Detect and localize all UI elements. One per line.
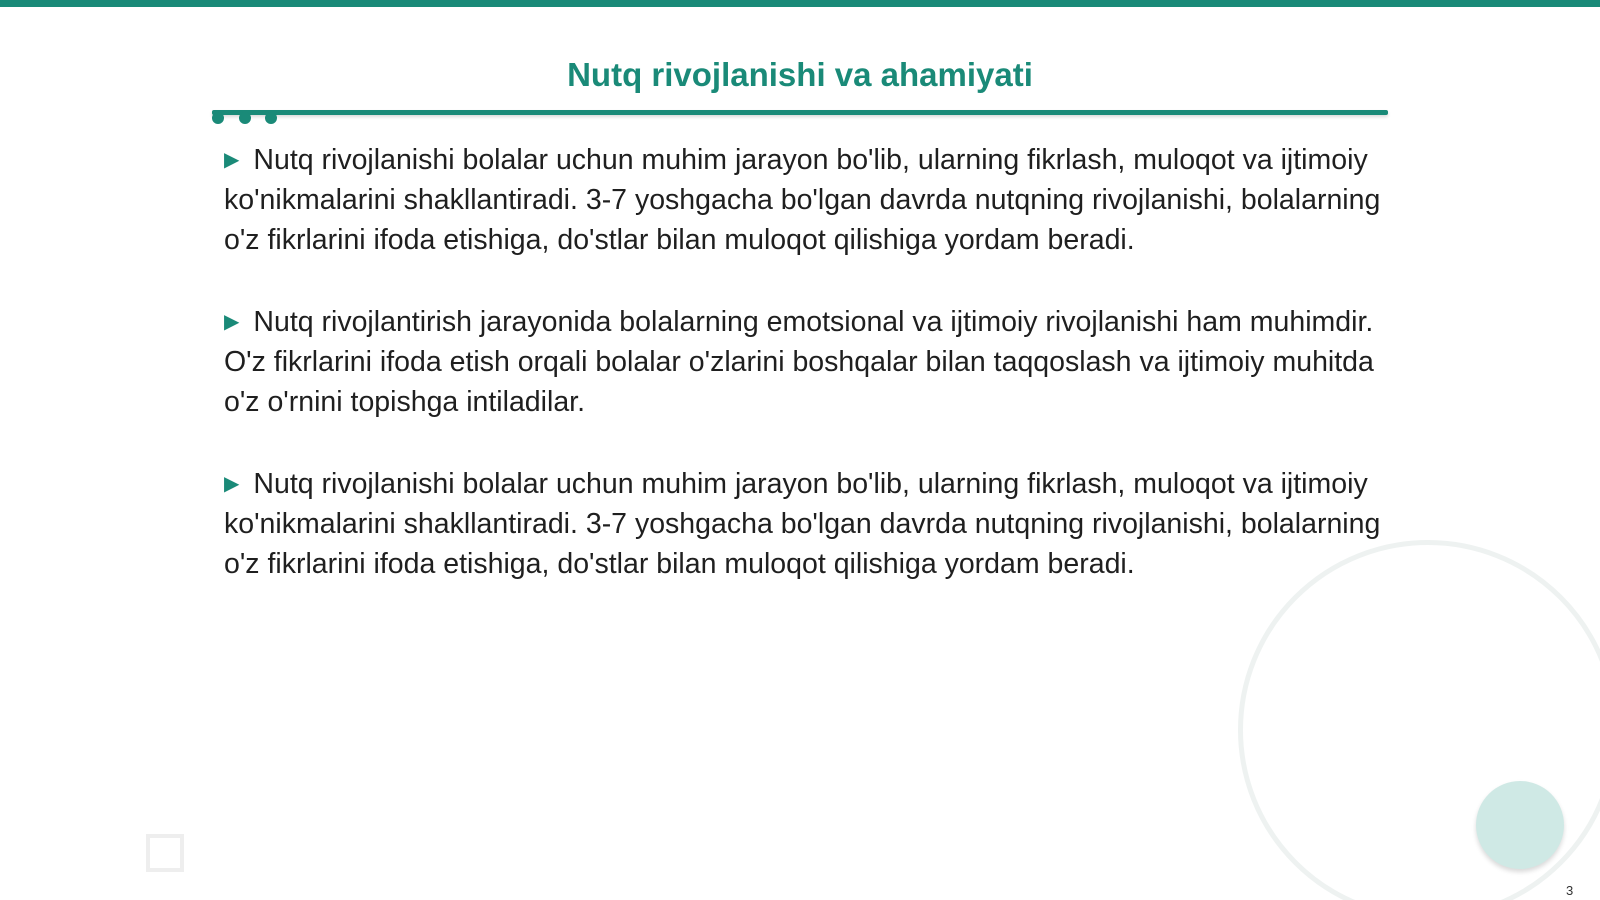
slide-title: Nutq rivojlanishi va ahamiyati bbox=[567, 56, 1033, 93]
underline-dot bbox=[212, 112, 224, 124]
triangle-bullet-icon: ▶ bbox=[224, 311, 240, 333]
slide-body bbox=[224, 140, 1384, 584]
decorative-square bbox=[146, 834, 184, 872]
bullet-paragraph bbox=[224, 464, 1384, 584]
page-number: 3 bbox=[1566, 883, 1574, 898]
paragraph-text: Nutq rivojlanishi bolalar uchun muhim jarayon bo'lib, ularning fikrlash, muloqot va ijtimoiy ko'nikmalarini shakllantiradi. 3-7 yoshgacha bo'lgan davrda nutqning rivojlanishi, bolalarning o'z fikrlarini ifoda etishiga, do'stlar bilan muloqot qilishiga yordam beradi. bbox=[224, 144, 1381, 256]
bullet-paragraph bbox=[224, 140, 1384, 260]
title-underline bbox=[212, 110, 1388, 115]
triangle-bullet-icon: ▶ bbox=[224, 149, 240, 171]
underline-dot bbox=[239, 112, 251, 124]
triangle-bullet-icon: ▶ bbox=[224, 473, 240, 495]
decorative-circle bbox=[1476, 781, 1564, 869]
bullet-paragraph bbox=[224, 302, 1384, 422]
top-accent-bar bbox=[0, 0, 1600, 7]
underline-dot bbox=[265, 112, 277, 124]
paragraph-text: Nutq rivojlantirish jarayonida bolalarning emotsional va ijtimoiy rivojlanishi ham muhimdir. O'z fikrlarini ifoda etish orqali bolalar o'zlarini boshqalar bilan taqqoslash va ijtimoiy muhitda o'z o'rnini topishga intiladilar. bbox=[224, 306, 1374, 418]
paragraph-text: Nutq rivojlanishi bolalar uchun muhim jarayon bo'lib, ularning fikrlash, muloqot va ijtimoiy ko'nikmalarini shakllantiradi. 3-7 yoshgacha bo'lgan davrda nutqning rivojlanishi, bolalarning o'z fikrlarini ifoda etishiga, do'stlar bilan muloqot qilishiga yordam beradi. bbox=[224, 468, 1381, 580]
